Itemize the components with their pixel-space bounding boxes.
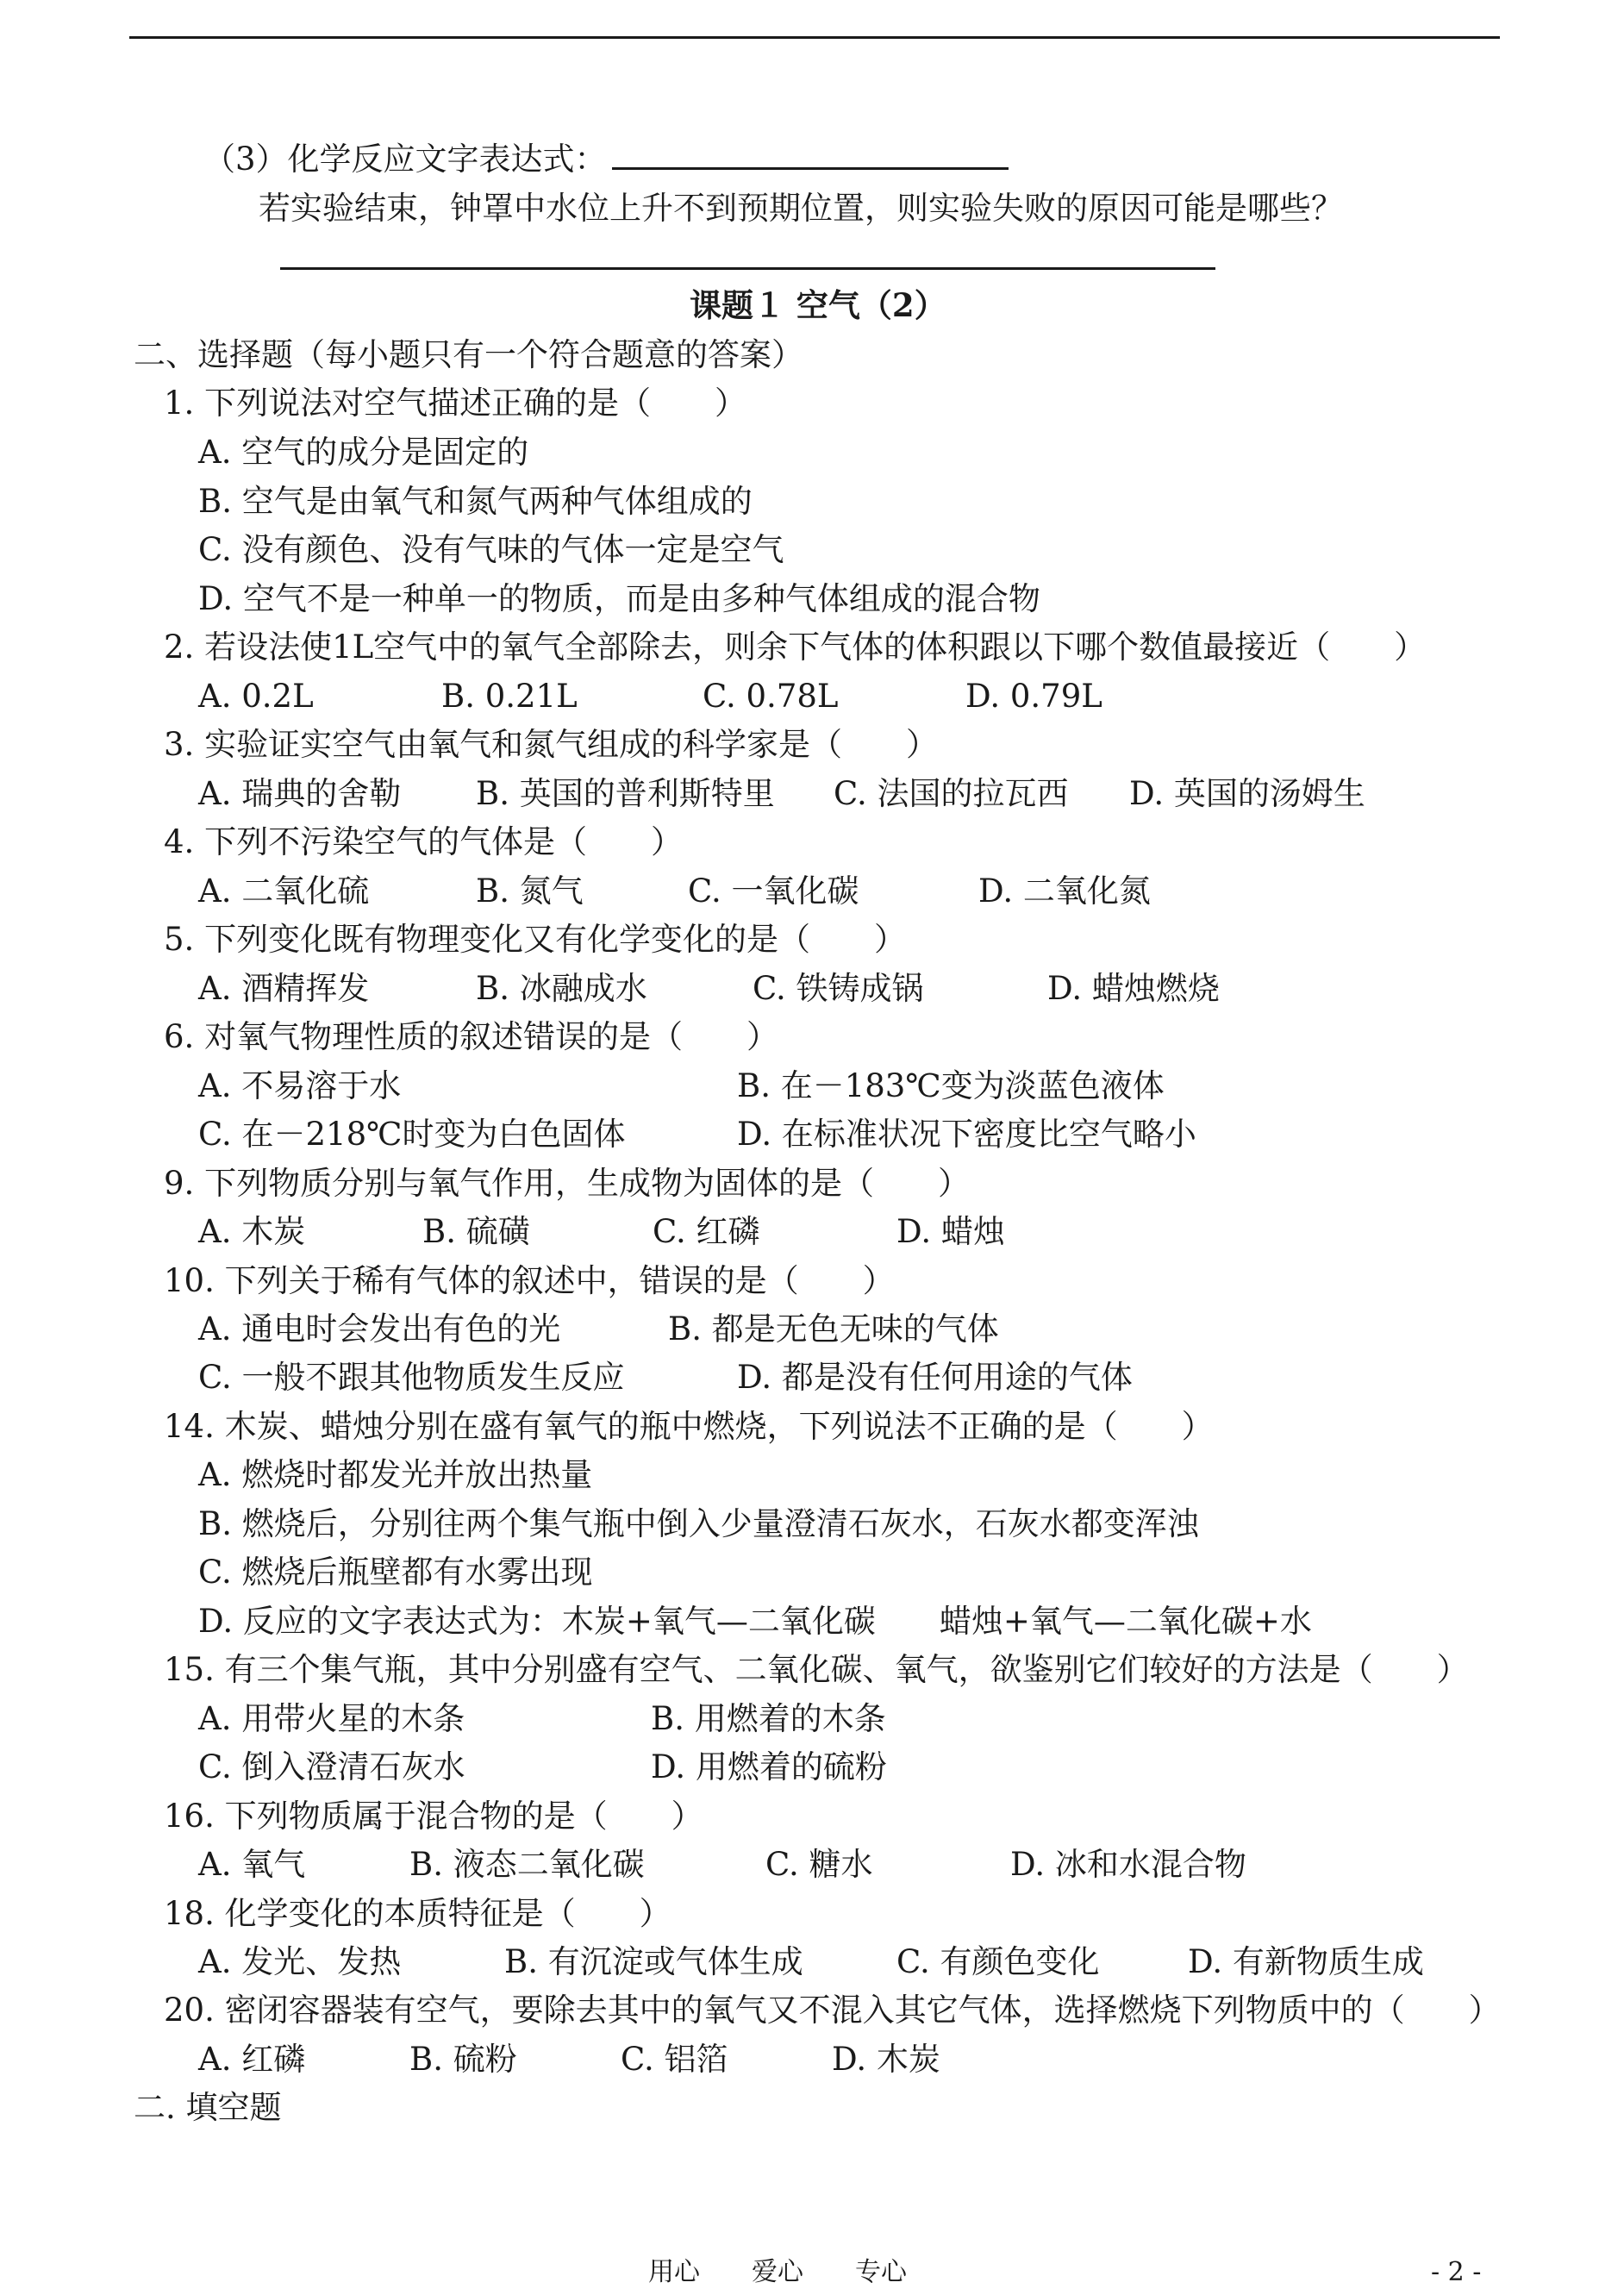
answer-blank-long: [280, 267, 1215, 270]
option: A. 空气的成分是固定的: [198, 434, 529, 471]
option: D. 空气不是一种单一的物质，而是由多种气体组成的混合物: [198, 580, 1040, 617]
option: B. 液态二氧化碳: [409, 1846, 645, 1883]
footer-motto: 用心 爱心 专心: [648, 2257, 907, 2287]
header-rule: [129, 36, 1500, 39]
option: B. 0.21L: [441, 678, 578, 715]
option: B. 空气是由氧气和氮气两种气体组成的: [198, 483, 753, 520]
option: C. 没有颜色、没有气味的气体一定是空气: [198, 531, 784, 568]
option: A. 红磷: [198, 2041, 306, 2078]
option: C. 有颜色变化: [896, 1943, 1100, 1980]
option: A. 不易溶于水: [198, 1067, 402, 1104]
option: C. 铝箔: [621, 2041, 728, 2078]
answer-blank: [612, 138, 1009, 170]
option: A. 通电时会发出有色的光: [198, 1310, 561, 1348]
option: B. 冰融成水: [476, 970, 647, 1007]
option: D. 蜡烛: [896, 1213, 1005, 1250]
option: A. 用带火星的木条: [198, 1700, 465, 1737]
option: C. 0.78L: [703, 678, 839, 715]
option: C. 铁铸成锅: [753, 970, 924, 1007]
option: C. 在－218℃时变为白色固体: [198, 1116, 626, 1153]
option: D. 蜡烛燃烧: [1047, 970, 1220, 1007]
option: D. 在标准状况下密度比空气略小: [737, 1116, 1196, 1153]
question-stem: 4. 下列不污染空气的气体是（ ）: [164, 823, 684, 860]
option: C. 倒入澄清石灰水: [198, 1748, 465, 1785]
option: D. 英国的汤姆生: [1129, 775, 1365, 812]
option: C. 红磷: [653, 1213, 760, 1250]
option: A. 燃烧时都发光并放出热量: [198, 1456, 593, 1493]
option: D. 都是没有任何用途的气体: [737, 1359, 1133, 1396]
section-fill-heading: 二. 填空题: [134, 2089, 282, 2126]
option: C. 燃烧后瓶壁都有水雾出现: [198, 1554, 593, 1591]
option: A. 酒精挥发: [198, 970, 370, 1007]
question-stem: 1. 下列说法对空气描述正确的是（ ）: [164, 385, 747, 422]
option: D. 反应的文字表达式为：木炭+氧气—二氧化碳 蜡烛+氧气—二氧化碳+水: [198, 1603, 1312, 1640]
question-stem: 5. 下列变化既有物理变化又有化学变化的是（ ）: [164, 921, 907, 958]
option: A. 0.2L: [198, 678, 314, 715]
option: D. 冰和水混合物: [1010, 1846, 1246, 1883]
option: B. 用燃着的木条: [651, 1700, 886, 1737]
question-stem: 2. 若设法使1L空气中的氧气全部除去，则余下气体的体积跟以下哪个数值最接近（ ）: [164, 628, 1427, 666]
option: B. 燃烧后，分别往两个集气瓶中倒入少量澄清石灰水，石灰水都变浑浊: [198, 1505, 1199, 1542]
question-stem: 3. 实验证实空气由氧气和氮气组成的科学家是（ ）: [164, 726, 939, 763]
question-stem: 15. 有三个集气瓶，其中分别盛有空气、二氧化碳、氧气，欲鉴别它们较好的方法是（ ）: [164, 1651, 1469, 1688]
option: C. 一般不跟其他物质发生反应: [198, 1359, 625, 1396]
question-stem: 6. 对氧气物理性质的叙述错误的是（ ）: [164, 1018, 779, 1055]
option: B. 有沉淀或气体生成: [504, 1943, 803, 1980]
page-number: - 2 -: [1431, 2257, 1482, 2287]
option: C. 法国的拉瓦西: [834, 775, 1069, 812]
question-stem: 14. 木炭、蜡烛分别在盛有氧气的瓶中燃烧，下列说法不正确的是（ ）: [164, 1408, 1214, 1445]
option: A. 木炭: [198, 1213, 306, 1250]
option: D. 有新物质生成: [1188, 1943, 1424, 1980]
question-stem: 9. 下列物质分别与氧气作用，生成物为固体的是（ ）: [164, 1165, 971, 1202]
page-title: 课题１ 空气（2）: [690, 286, 946, 324]
item3-question: 若实验结束，钟罩中水位上升不到预期位置，则实验失败的原因可能是哪些？: [259, 190, 1343, 227]
option: A. 瑞典的舍勒: [198, 775, 402, 812]
option: C. 一氧化碳: [688, 872, 859, 910]
option: B. 在－183℃变为淡蓝色液体: [737, 1067, 1165, 1104]
question-stem: 10. 下列关于稀有气体的叙述中，错误的是（ ）: [164, 1262, 895, 1299]
question-stem: 20. 密闭容器装有空气，要除去其中的氧气又不混入其它气体，选择燃烧下列物质中的（ ）: [164, 1992, 1501, 2029]
option: C. 糖水: [765, 1846, 873, 1883]
option: B. 氮气: [476, 872, 584, 910]
option: A. 二氧化硫: [198, 872, 370, 910]
option: D. 0.79L: [965, 678, 1102, 715]
option: D. 木炭: [832, 2041, 940, 2078]
option: D. 用燃着的硫粉: [651, 1748, 887, 1785]
option: B. 硫磺: [422, 1213, 530, 1250]
question-stem: 18. 化学变化的本质特征是（ ）: [164, 1895, 671, 1932]
option: B. 英国的普利斯特里: [476, 775, 775, 812]
question-stem: 16. 下列物质属于混合物的是（ ）: [164, 1798, 703, 1835]
item3-line: [203, 138, 1009, 180]
option: D. 二氧化氮: [978, 872, 1151, 910]
option: A. 氧气: [198, 1846, 306, 1883]
option: B. 都是无色无味的气体: [668, 1310, 999, 1348]
option: B. 硫粉: [409, 2041, 517, 2078]
item3-label: （3）化学反应文字表达式：: [203, 141, 607, 178]
option: A. 发光、发热: [198, 1943, 402, 1980]
section-choice-heading: 二、选择题（每小题只有一个符合题意的答案）: [134, 336, 803, 373]
